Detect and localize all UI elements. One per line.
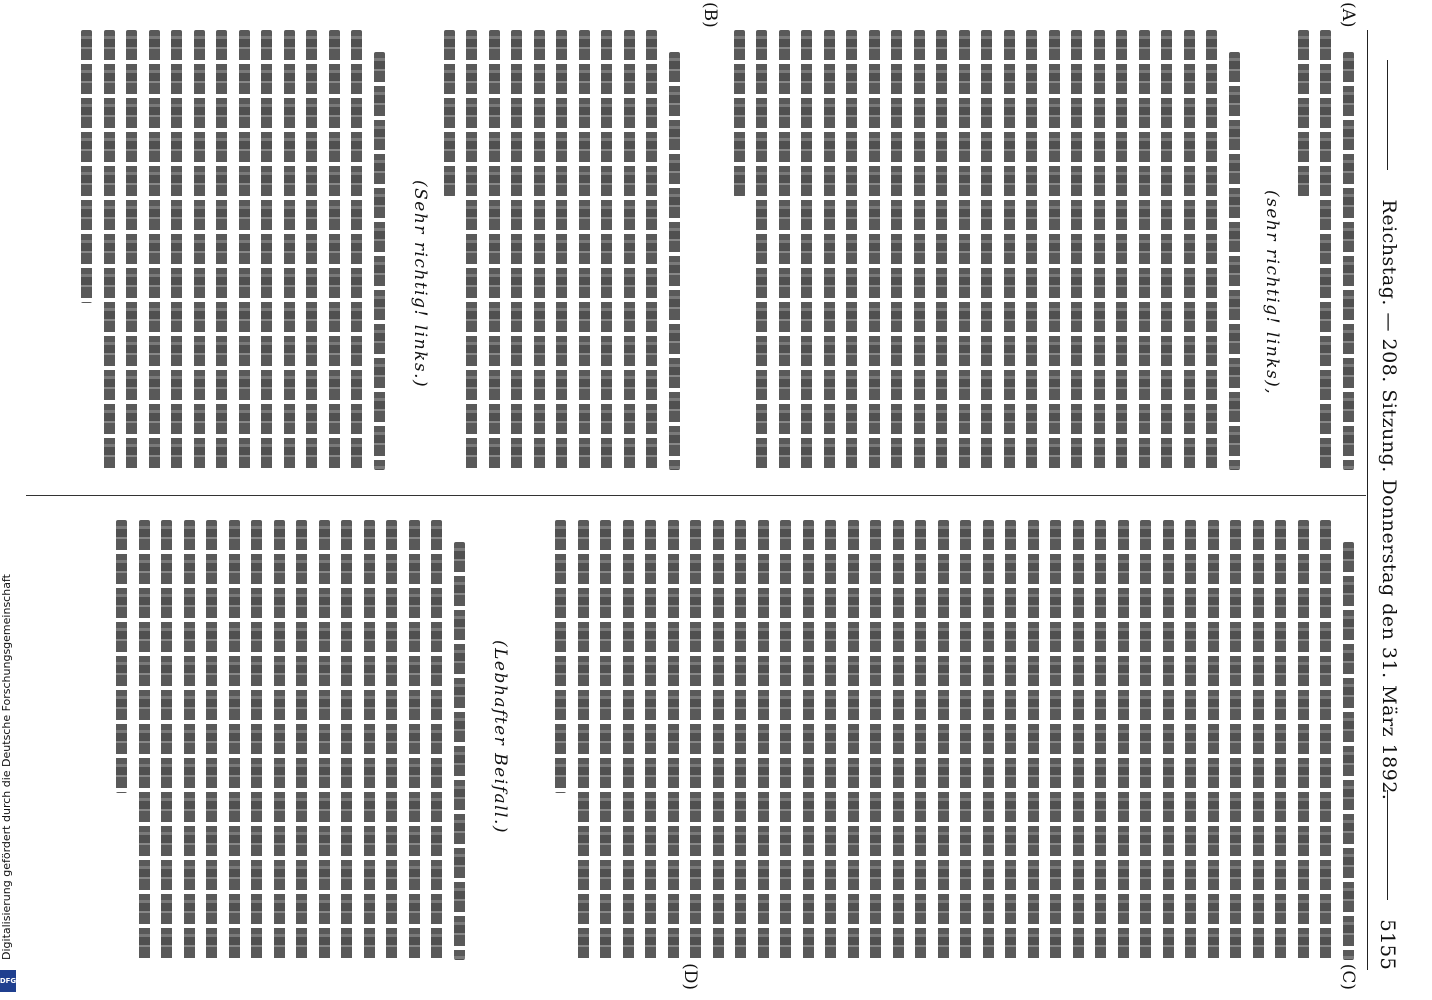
header-rule-right bbox=[1387, 790, 1388, 900]
text-line bbox=[1073, 520, 1084, 960]
sehr-richtig-links-1: (sehr richtig! links), bbox=[1262, 190, 1282, 396]
text-line bbox=[454, 542, 465, 960]
text-block bbox=[105, 520, 465, 960]
text-line bbox=[352, 30, 363, 470]
text-line bbox=[1208, 520, 1219, 960]
text-line bbox=[646, 520, 657, 960]
text-line bbox=[1051, 520, 1062, 960]
text-line bbox=[342, 520, 353, 960]
text-line bbox=[757, 30, 768, 470]
text-line bbox=[239, 30, 250, 470]
text-line bbox=[826, 520, 837, 960]
text-line bbox=[409, 520, 420, 960]
text-line bbox=[1027, 30, 1038, 470]
text-line bbox=[274, 520, 285, 960]
page-title: Reichstag. — 208. Sitzung. Donnerstag den 31. März 1892. bbox=[1378, 199, 1400, 801]
text-line bbox=[647, 30, 658, 470]
text-line bbox=[1298, 520, 1309, 960]
text-line bbox=[938, 520, 949, 960]
text-line bbox=[374, 52, 385, 470]
text-line bbox=[1343, 542, 1354, 960]
margin-marker-c: (C) bbox=[1338, 963, 1358, 990]
text-line bbox=[1253, 520, 1264, 960]
text-line bbox=[556, 520, 567, 793]
text-line bbox=[578, 520, 589, 960]
text-line bbox=[184, 520, 195, 960]
text-line bbox=[1231, 520, 1242, 960]
text-line bbox=[329, 30, 340, 470]
text-line bbox=[512, 30, 523, 470]
text-line bbox=[284, 30, 295, 470]
document-page bbox=[16, 0, 1416, 1000]
text-line bbox=[1139, 30, 1150, 470]
column-divider bbox=[26, 495, 1366, 496]
text-line bbox=[217, 30, 228, 470]
text-line bbox=[319, 520, 330, 960]
text-line bbox=[1118, 520, 1129, 960]
text-line bbox=[961, 520, 972, 960]
text-line bbox=[262, 30, 273, 470]
text-column-left bbox=[26, 2, 1360, 470]
text-line bbox=[432, 520, 443, 960]
text-line bbox=[779, 30, 790, 470]
text-line bbox=[869, 30, 880, 470]
text-line bbox=[624, 30, 635, 470]
text-line bbox=[713, 520, 724, 960]
text-line bbox=[207, 520, 218, 960]
text-line bbox=[847, 30, 858, 470]
text-line bbox=[139, 520, 150, 960]
text-line bbox=[983, 520, 994, 960]
text-line bbox=[758, 520, 769, 960]
text-line bbox=[1162, 30, 1173, 470]
text-line bbox=[1096, 520, 1107, 960]
text-line bbox=[172, 30, 183, 470]
text-line bbox=[1207, 30, 1218, 470]
text-line bbox=[623, 520, 634, 960]
text-block bbox=[723, 30, 1241, 470]
text-line bbox=[1006, 520, 1017, 960]
text-line bbox=[937, 30, 948, 470]
text-line bbox=[1321, 520, 1332, 960]
text-line bbox=[803, 520, 814, 960]
margin-marker-d: (D) bbox=[680, 963, 700, 990]
text-line bbox=[489, 30, 500, 470]
text-line bbox=[307, 30, 318, 470]
text-line bbox=[557, 30, 568, 470]
text-line bbox=[601, 520, 612, 960]
margin-marker-a: (A) bbox=[1338, 2, 1358, 28]
lebhafter-beifall: (Lebhafter Beifall.) bbox=[490, 640, 510, 834]
text-line bbox=[162, 520, 173, 960]
text-line bbox=[1072, 30, 1083, 470]
text-line bbox=[194, 30, 205, 470]
text-line bbox=[1229, 52, 1240, 470]
page-number: 5155 bbox=[1376, 919, 1400, 970]
text-line bbox=[802, 30, 813, 470]
text-line bbox=[1321, 30, 1332, 470]
text-line bbox=[668, 520, 679, 960]
text-line bbox=[602, 30, 613, 470]
sehr-richtig-links-2: (Sehr richtig! links.) bbox=[410, 180, 430, 389]
text-line bbox=[579, 30, 590, 470]
text-line bbox=[387, 520, 398, 960]
text-line bbox=[534, 30, 545, 470]
text-line bbox=[444, 30, 455, 197]
text-line bbox=[1094, 30, 1105, 470]
text-line bbox=[871, 520, 882, 960]
text-line bbox=[229, 520, 240, 960]
text-line bbox=[1298, 30, 1309, 197]
text-line bbox=[824, 30, 835, 470]
text-line bbox=[691, 520, 702, 960]
text-line bbox=[117, 520, 128, 793]
text-line bbox=[1184, 30, 1195, 470]
text-block bbox=[433, 30, 681, 470]
text-line bbox=[1004, 30, 1015, 470]
text-line bbox=[252, 520, 263, 960]
text-block bbox=[544, 520, 1354, 960]
margin-marker-b: (B) bbox=[700, 2, 720, 28]
dfg-logo: DFG bbox=[0, 970, 16, 992]
text-line bbox=[1141, 520, 1152, 960]
text-line bbox=[893, 520, 904, 960]
text-block bbox=[1287, 30, 1355, 470]
text-line bbox=[1343, 52, 1354, 470]
text-line bbox=[104, 30, 115, 470]
text-line bbox=[1186, 520, 1197, 960]
digitization-credit: Digitalisierung gefördert durch die Deutsche Forschungsgemeinschaft bbox=[0, 574, 13, 960]
text-line bbox=[127, 30, 138, 470]
text-line bbox=[848, 520, 859, 960]
text-line bbox=[149, 30, 160, 470]
text-line bbox=[734, 30, 745, 197]
text-column-right bbox=[26, 520, 1360, 990]
text-line bbox=[669, 52, 680, 470]
text-line bbox=[82, 30, 93, 303]
text-line bbox=[982, 30, 993, 470]
text-line bbox=[1028, 520, 1039, 960]
text-line bbox=[1049, 30, 1060, 470]
text-line bbox=[1163, 520, 1174, 960]
text-line bbox=[467, 30, 478, 470]
text-line bbox=[736, 520, 747, 960]
text-line bbox=[914, 30, 925, 470]
text-line bbox=[916, 520, 927, 960]
text-line bbox=[1117, 30, 1128, 470]
text-line bbox=[959, 30, 970, 470]
text-line bbox=[781, 520, 792, 960]
text-line bbox=[364, 520, 375, 960]
text-line bbox=[892, 30, 903, 470]
text-line bbox=[1276, 520, 1287, 960]
page-header bbox=[1367, 30, 1408, 970]
text-block bbox=[70, 30, 385, 470]
text-line bbox=[297, 520, 308, 960]
